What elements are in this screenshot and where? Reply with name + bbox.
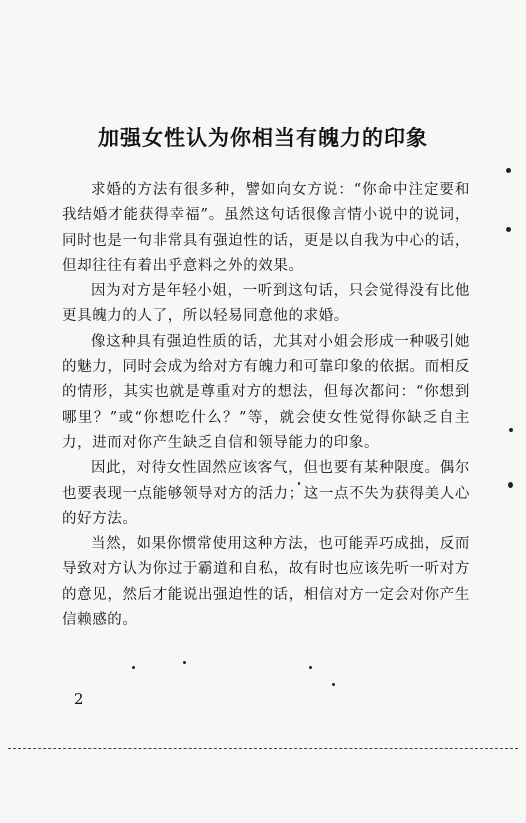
scan-speck xyxy=(298,482,300,485)
paragraph-3: 像这种具有强迫性质的话，尤其对小姐会形成一种吸引她的魅力，同时会成为给对方有魄力和可靠印象的依据。而相反的情形，其实也就是尊重对方的想法，但每次都问：“你想到哪里？”或“你想吃什么？”等，就会使女性觉得你缺乏自主力，进而对你产生缺乏自信和领导能力的印象。 xyxy=(62,333,470,451)
paragraph-5: 当然，如果你惯常使用这种方法，也可能弄巧成拙，反而导致对方认为你过于霸道和自私，故有时也应该先听一听对方的意见，然后才能说出强迫性的话，相信对方一定会对你产生信赖感的。 xyxy=(62,536,470,629)
scan-speck xyxy=(332,683,335,686)
scan-speck xyxy=(508,482,513,488)
paragraph-4: 因此，对待女性固然应该客气，但也要有某种限度。偶尔也要表现一点能够领导对方的活力；这一点不失为获得美人心的好方法。 xyxy=(62,460,470,527)
scan-speck xyxy=(506,168,511,173)
page-number: 2 xyxy=(74,690,84,708)
scan-speck xyxy=(183,661,186,664)
bottom-divider xyxy=(8,748,518,749)
scan-speck xyxy=(309,666,312,669)
body-text xyxy=(62,178,470,633)
chapter-title: 加强女性认为你相当有魄力的印象 xyxy=(98,126,428,150)
paragraph-1: 求婚的方法有很多种，譬如向女方说：“你命中注定要和我结婚才能获得幸福”。虽然这句话很像言情小说中的说词，同时也是一句非常具有强迫性的话，更是以自我为中心的话，但却往往有着出乎意料之外的效果。 xyxy=(62,182,470,274)
scan-speck xyxy=(506,227,511,232)
paragraph-2: 因为对方是年轻小姐，一听到这句话，只会觉得没有比他更具魄力的人了，所以轻易同意他的求婚。 xyxy=(62,283,470,325)
scan-speck xyxy=(509,428,513,432)
scan-speck xyxy=(132,666,135,669)
